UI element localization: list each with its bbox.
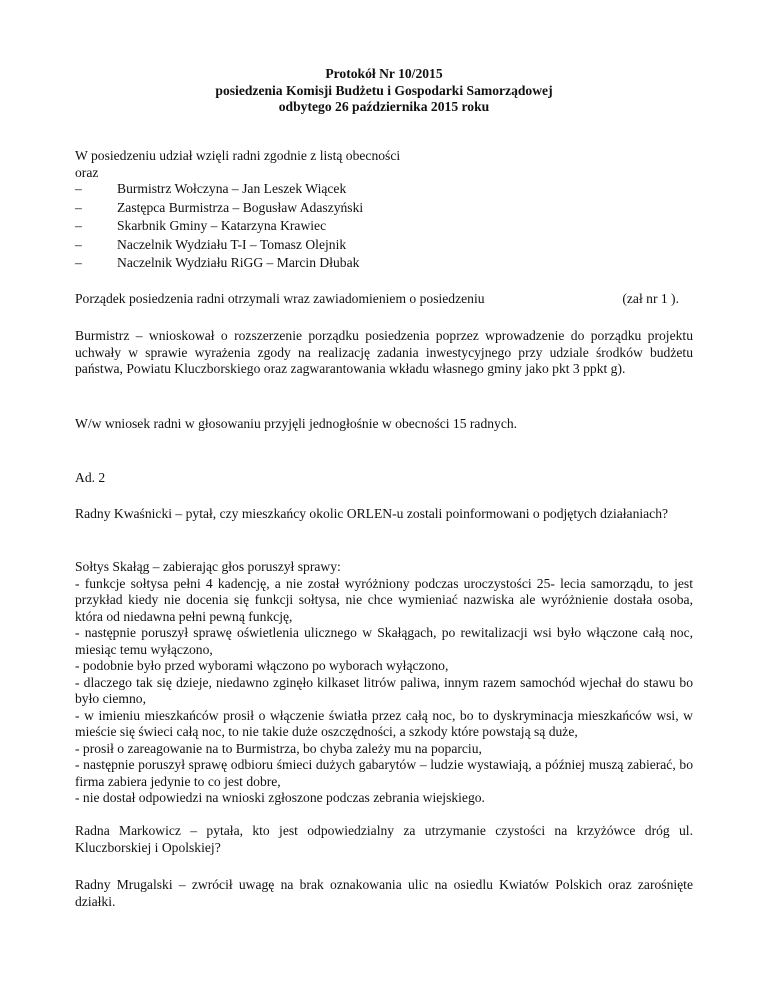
dash-bullet-icon	[75, 200, 117, 217]
dash-bullet-icon	[75, 218, 117, 235]
list-item	[75, 237, 693, 256]
attendee-name: Skarbnik Gminy – Katarzyna Krawiec	[117, 218, 327, 233]
attendee-name: Zastępca Burmistrza – Bogusław Adaszyński	[117, 199, 364, 215]
protocol-committee: posiedzenia Komisji Budżetu i Gospodarki Samorządowej	[215, 82, 553, 98]
agenda-attachment: (zał nr 1 ).	[622, 291, 679, 306]
list-item: - następnie poruszył sprawę oświetlenia ulicznego w Skałągach, po rewitalizacji wsi było włączone całą noc, miesiąc temu wyłączono,	[75, 625, 693, 657]
protocol-number: Protokół Nr 10/2015	[325, 66, 443, 81]
mrugalski-paragraph: Radny Mrugalski – zwrócił uwagę na brak oznakowania ulic na osiedlu Kwiatów Polskich oraz zarośnięte działki.	[75, 877, 693, 909]
dash-bullet-icon	[75, 255, 117, 272]
attendance-intro: W posiedzeniu udział wzięli radni zgodnie z listą obecności	[75, 148, 401, 163]
attendee-name: Burmistrz Wołczyna – Jan Leszek Wiącek	[117, 181, 347, 196]
attendance-oraz: oraz	[75, 164, 99, 180]
list-item: - podobnie było przed wyborami włączono po wyborach wyłączono,	[75, 658, 449, 673]
list-item	[75, 200, 693, 219]
list-item: - dlaczego tak się dzieje, niedawno zginęło kilkaset litrów paliwa, innym razem samochód wjechał do stawu bo było ciemno,	[75, 674, 693, 706]
protocol-header	[0, 66, 768, 116]
list-item: - w imieniu mieszkańców prosił o włączenie światła przez całą noc, bo to dyskryminacja mieszkańców wsi, w mieście się świeci całą noc, to nie takie duże oszczędności, a szkody które powstają są duże,	[75, 707, 693, 739]
markowicz-paragraph: Radna Markowicz – pytała, kto jest odpowiedzialny za utrzymanie czystości na krzyżówce dróg ul. Kluczborskiej i Opolskiej?	[75, 823, 693, 855]
dash-bullet-icon	[75, 237, 117, 254]
soltys-intro: Sołtys Skałąg – zabierając głos poruszył sprawy:	[75, 559, 341, 574]
kwasnicki-paragraph: Radny Kwaśnicki – pytał, czy mieszkańcy okolic ORLEN-u zostali poinformowani o podjętych działaniach?	[75, 506, 669, 521]
list-item: - nie dostał odpowiedzi na wnioski zgłoszone podczas zebrania wiejskiego.	[75, 790, 485, 805]
attendee-list	[75, 181, 693, 274]
list-item: - prosił o zareagowanie na to Burmistrza, bo chyba zależy mu na poparciu,	[75, 740, 482, 756]
agenda-paragraph	[75, 291, 693, 308]
list-item	[75, 181, 693, 200]
dash-bullet-icon	[75, 181, 117, 198]
vote-paragraph: W/w wniosek radni w głosowaniu przyjęli jednogłośnie w obecności 15 radnych.	[75, 416, 518, 431]
section-heading: Ad. 2	[75, 470, 106, 485]
list-item: - funkcje sołtysa pełni 4 kadencję, a nie został wyróżniony podczas uroczystości 25- lecia samorządu, to jest przykład kiedy nie docenia się funkcji sołtysa, nie chce wymieniać nazwiska ale wyróżnienie dostała osoba, która od niedawna pełni pewną funkcję,	[75, 575, 693, 624]
agenda-text: Porządek posiedzenia radni otrzymali wraz zawiadomieniem o posiedzeniu	[75, 291, 485, 306]
list-item: - następnie poruszył sprawę odbioru śmieci dużych gabarytów – ludzie wystawiają, a później muszą zabierać, bo firma zabiera jedynie to co jest dobre,	[75, 757, 693, 789]
list-item	[75, 255, 693, 274]
motion-paragraph: Burmistrz – wnioskował o rozszerzenie porządku posiedzenia poprzez wprowadzenie do porządku projektu uchwały w sprawie wyrażenia zgody na realizację zadania inwestycyjnego przy udziale środków budżetu państwa, Powiatu Kluczborskiego oraz zagwarantowania wkładu własnego gminy jako pkt 3 ppkt g).	[75, 328, 693, 376]
attendee-name: Naczelnik Wydziału T-I – Tomasz Olejnik	[117, 236, 347, 252]
protocol-date: odbytego 26 października 2015 roku	[278, 99, 490, 114]
list-item	[75, 218, 693, 237]
attendance-section	[75, 148, 693, 274]
soltys-section	[75, 559, 693, 807]
attendee-name: Naczelnik Wydziału RiGG – Marcin Dłubak	[117, 255, 360, 270]
